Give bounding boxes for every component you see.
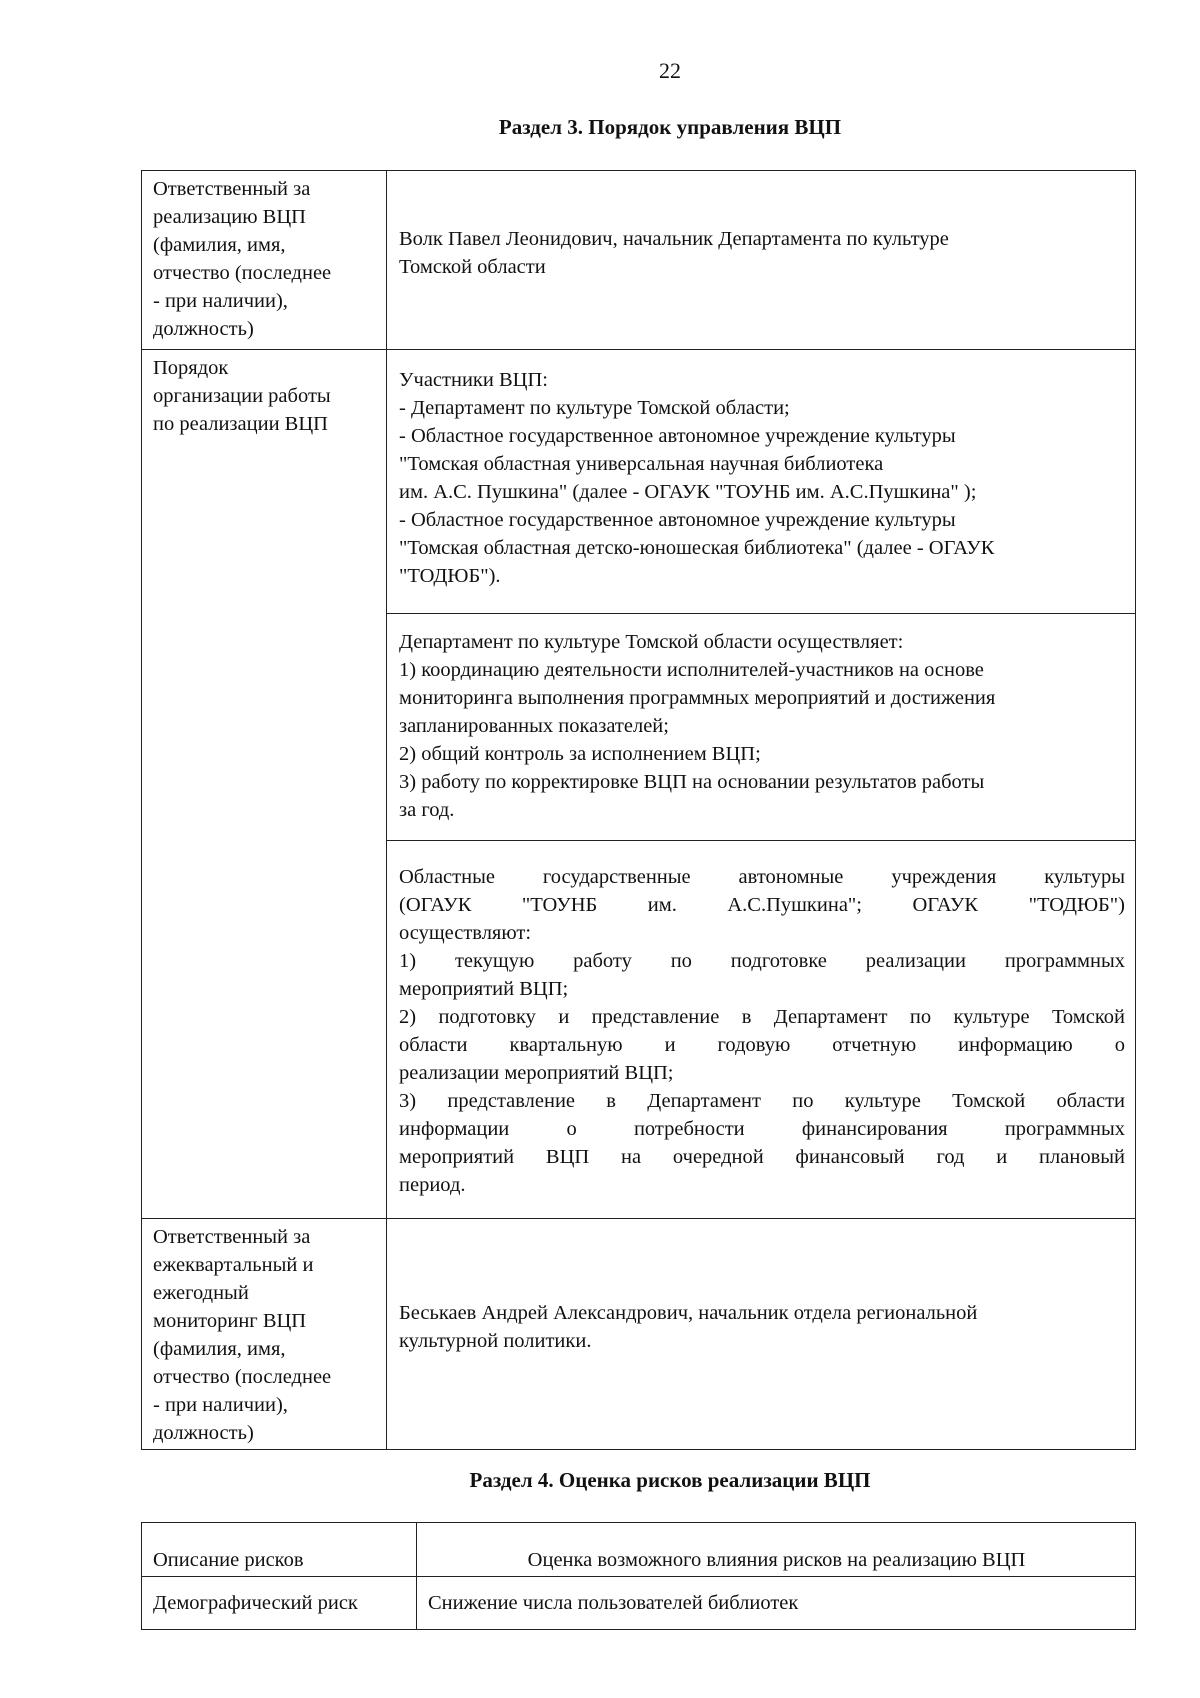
- label-line: отчество (последнее: [153, 1366, 332, 1388]
- institutions-line: мероприятий ВЦП на очередной финансовый год и плановый: [399, 1146, 1125, 1168]
- monitoring-label-cell: [142, 1219, 387, 1450]
- column-header: Описание рисков: [142, 1523, 417, 1577]
- column-header: Оценка возможного влияния рисков на реализацию ВЦП: [417, 1523, 1136, 1577]
- risk-name-cell: Демографический риск: [142, 1577, 417, 1630]
- participants-line: Участники ВЦП:: [399, 369, 548, 391]
- section-3-title: Раздел 3. Порядок управления ВЦП: [498, 115, 842, 139]
- label-line: должность): [153, 318, 254, 340]
- participants-line: - Департамент по культуре Томской области;: [399, 397, 790, 419]
- table-row: [142, 350, 1136, 614]
- department-line: мониторинга выполнения программных мероприятий и достижения: [399, 687, 996, 709]
- participants-line: "Томская областная универсальная научная библиотека: [399, 453, 884, 475]
- institutions-line: Областные государственные автономные учреждения культуры: [399, 866, 1125, 888]
- risk-impact-cell: Снижение числа пользователей библиотек: [417, 1577, 1136, 1630]
- responsible-value-cell: [387, 171, 1136, 350]
- label-line: должность): [153, 1422, 254, 1444]
- institutions-line: мероприятий ВЦП;: [399, 978, 569, 1000]
- monitoring-value-cell: [387, 1219, 1136, 1450]
- institutions-line: 3) представление в Департамент по культуре Томской области: [399, 1090, 1125, 1112]
- label-line: ежегодный: [153, 1282, 249, 1304]
- responsible-label-cell: [142, 171, 387, 350]
- label-line: по реализации ВЦП: [153, 413, 328, 435]
- institutions-line: период.: [399, 1174, 466, 1196]
- department-line: Департамент по культуре Томской области осуществляет:: [399, 631, 904, 653]
- institutions-line: области квартальную и годовую отчетную информацию о: [399, 1034, 1125, 1056]
- participants-line: им. А.С. Пушкина" (далее - ОГАУК "ТОУНБ им. А.С.Пушкина" );: [399, 481, 977, 503]
- participants-line: - Областное государственное автономное учреждение культуры: [399, 509, 956, 531]
- page-number: 22: [659, 58, 681, 83]
- table-row: [142, 171, 1136, 350]
- label-line: отчество (последнее: [153, 262, 332, 284]
- institutions-line: информации о потребности финансирования программных: [399, 1118, 1125, 1140]
- department-line: 3) работу по корректировке ВЦП на основании результатов работы: [399, 771, 985, 793]
- label-line: Порядок: [153, 357, 229, 379]
- label-line: Ответственный за: [153, 178, 311, 200]
- institutions-line: 1) текущую работу по подготовке реализации программных: [399, 950, 1125, 972]
- label-line: реализацию ВЦП: [153, 206, 306, 228]
- value-line: Беськаев Андрей Александрович, начальник отдела региональной: [399, 1302, 978, 1324]
- department-line: 2) общий контроль за исполнением ВЦП;: [399, 743, 761, 765]
- label-line: (фамилия, имя,: [153, 1338, 286, 1360]
- label-line: мониторинг ВЦП: [153, 1310, 307, 1332]
- label-line: организации работы: [153, 385, 331, 407]
- department-cell: [387, 614, 1136, 841]
- section-4-title: Раздел 4. Оценка рисков реализации ВЦП: [469, 1468, 871, 1492]
- label-line: Ответственный за: [153, 1226, 311, 1248]
- table-row: [142, 1219, 1136, 1450]
- institutions-line: реализации мероприятий ВЦП;: [399, 1062, 674, 1084]
- institutions-line: осуществляют:: [399, 922, 532, 944]
- label-line: (фамилия, имя,: [153, 234, 286, 256]
- department-line: за год.: [399, 799, 455, 821]
- label-line: - при наличии),: [153, 1394, 288, 1416]
- value-line: Волк Павел Леонидович, начальник Департамента по культуре: [399, 228, 949, 250]
- department-line: 1) координацию деятельности исполнителей-участников на основе: [399, 659, 984, 681]
- department-line: запланированных показателей;: [399, 715, 669, 737]
- label-line: - при наличии),: [153, 290, 288, 312]
- participants-line: "Томская областная детско-юношеская библиотека" (далее - ОГАУК: [399, 537, 995, 559]
- institutions-cell: [387, 841, 1136, 1219]
- management-table: [141, 170, 1136, 1450]
- label-line: ежеквартальный и: [153, 1254, 314, 1276]
- risk-table: [141, 1522, 1136, 1630]
- institutions-line: (ОГАУК "ТОУНБ им. А.С.Пушкина"; ОГАУК "ТОДЮБ"): [399, 894, 1125, 916]
- value-line: Томской области: [399, 256, 546, 278]
- participants-cell: [387, 350, 1136, 614]
- participants-line: "ТОДЮБ").: [399, 565, 501, 587]
- organization-label-cell: [142, 350, 387, 1219]
- value-line: культурной политики.: [399, 1330, 592, 1352]
- table-header-row: [142, 1523, 1136, 1577]
- table-row: [142, 1577, 1136, 1630]
- participants-line: - Областное государственное автономное учреждение культуры: [399, 425, 956, 447]
- institutions-line: 2) подготовку и представление в Департамент по культуре Томской: [399, 1006, 1125, 1028]
